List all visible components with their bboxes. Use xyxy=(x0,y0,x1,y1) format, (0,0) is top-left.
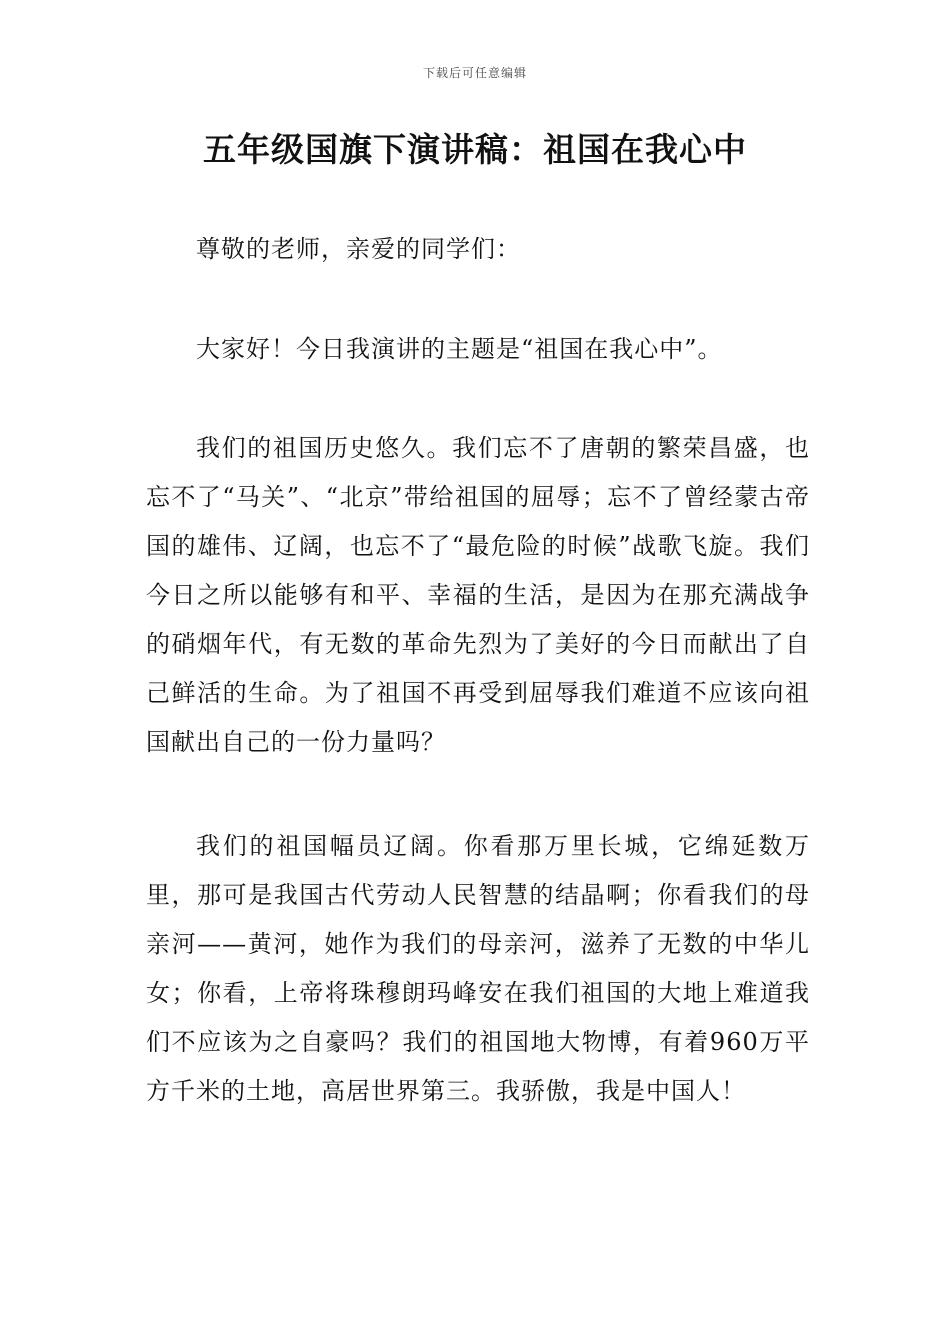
intro-paragraph: 大家好！今日我演讲的主题是“祖国在我心中”。 xyxy=(196,335,723,363)
page-title: 五年级国旗下演讲稿：祖国在我心中 xyxy=(203,130,747,169)
header-note: 下载后可任意编辑 xyxy=(422,66,527,80)
paragraph-geography: 我们的祖国幅员辽阔。你看那万里长城，它绵延数万里，那可是我国古代劳动人民智慧的结晶啊；你看我们的母亲河——黄河，她作为我们的母亲河，滋养了无数的中华儿女；你看，上帝将珠穆朗玛峰安在我们祖国的大地上难道我们不应该为之自豪吗？我们的祖国地大物博，有着960万平方千米的土地，高居世界第三。我骄傲，我是中国人！ xyxy=(146,832,810,1105)
greeting: 尊敬的老师，亲爱的同学们： xyxy=(196,235,521,263)
paragraph-history: 我们的祖国历史悠久。我们忘不了唐朝的繁荣昌盛，也忘不了“马关”、“北京”带给祖国的屈辱；忘不了曾经蒙古帝国的雄伟、辽阔，也忘不了“最危险的时候”战歌飞旋。我们今日之所以能够有和平、幸福的生活，是因为在那充满战争的硝烟年代，有无数的革命先烈为了美好的今日而献出了自己鲜活的生命。为了祖国不再受到屈辱我们难道不应该向祖国献出自己的一份力量吗？ xyxy=(146,434,810,756)
